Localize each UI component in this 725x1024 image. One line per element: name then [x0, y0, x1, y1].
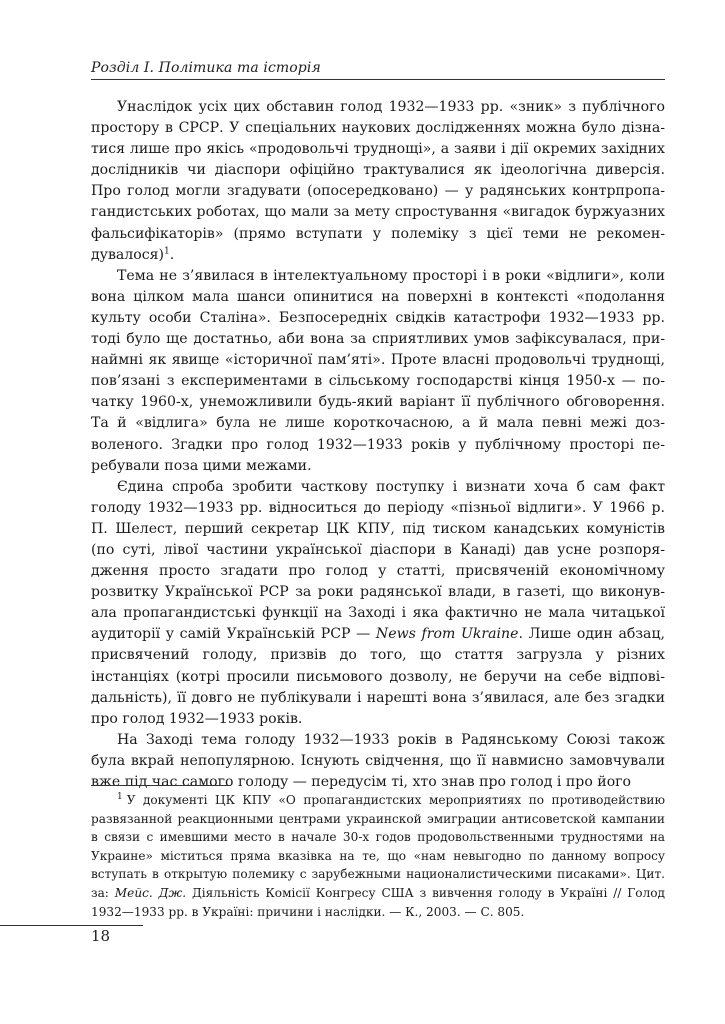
main-text [91, 97, 665, 793]
paragraph-1-end: . [169, 246, 175, 263]
footnote-text-b: Діяльність Комісії Конгресу США з вивчення голоду в Україні // Голод 1932—1933 рр. в Україні: причини і наслідки. — К., 2003. — С. 805. [91, 885, 665, 919]
header-rule [91, 79, 665, 80]
page-number: 18 [91, 927, 111, 945]
footnote-author: Мейс. Дж. [114, 885, 187, 900]
paragraph-1 [91, 97, 665, 266]
footnote-text-a: У документі ЦК КПУ «О пропагандистских мероприятиях по противодействию развязанной реакционными центрами украинской эмиграции антисоветской кампании в связи с имевшими место в начале 30-х годов продовольственными трудностями на Украине» міститься пряма вказівка на те, що «нам невыгодно по данному вопросу вступать в открытую полемику с зарубежными националистическими писаками». Цит. за: [91, 793, 665, 900]
paragraph-3-text-b: . Лише один абзац, присвячений голоду, призвів до того, що стаття загрузла у різних інстанціях (котрі просили письмового дозволу, не беручи на себе відповідальність), її довго не публікували і нарешті вона з’явилася, але без згадки про голод 1932—1933 років. [91, 626, 665, 727]
footnote-rule [91, 785, 231, 786]
running-head: Розділ І. Політика та історія [91, 60, 321, 76]
newspaper-title: News from Ukraine [375, 626, 519, 643]
footnote-number: 1 [117, 791, 123, 802]
footnote [91, 791, 665, 921]
page-number-rule [0, 925, 143, 926]
footnote-reference[interactable]: 1 [164, 245, 170, 256]
paragraph-4: На Заході тема голоду 1932—1933 років в Радянському Союзі також була вкрай непопулярною. Існують свідчення, що її навмисно замовчували вже під час самого голоду — передусім ті, хто знав про голод і про його [91, 731, 665, 790]
paragraph-2: Тема не з’явилася в інтелектуальному просторі і в роки «відлиги», коли вона цілком мала шанси опинитися на поверхні в контексті «подолання культу особи Сталіна». Безпосередніх свідків катастрофи 1932—1933 рр. тоді було ще достатньо, аби вона за сприятливих умов зафіксувалася, принаймні як явище «історичної пам’яті». Проте власні продовольчі труднощі, пов’язані з експериментами в сільському господарстві кінця 1950-х — початку 1960-х, унеможливили будь-який варіант її публічного обговорення. Та й «відлига» була не лише короткочасною, а й мала певні межі дозволеного. Згадки про голод 1932—1933 років у публічному просторі перебували поза цими межами. [91, 267, 665, 474]
paragraph-1-text: Унаслідок усіх цих обставин голод 1932—1933 рр. «зник» з публічного простору в СРСР. У спеціальних наукових дослідженнях можна було дізнатися лише про якісь «продовольчі труднощі», а заяви і дії окремих західних дослідників чи діаспори офіційно трактувалися як ідеологічна диверсія. Про голод могли згадувати (опосередковано) — у радянських контрпропагандистських роботах, що мали за мету спростування «вигадок буржуазних фальсифікаторів» (прямо вступати у полеміку з цієї теми не рекомендувалося) [91, 99, 665, 263]
paragraph-3-text-a: Єдина спроба зробити часткову поступку і визнати хоча б сам факт голоду 1932—1933 рр. відноситься до періоду «пізньої відлиги». У 1966 р. П. Шелест, перший секретар ЦК КПУ, під тиском канадських комуністів (по суті, лівої частини української діаспори в Канаді) дав усне розпорядження просто згадати про голод у статті, присвяченій економічному розвитку Української РСР за роки радянської влади, в газеті, що виконувала пропагандистські функції на Заході і яка фактично не мала читацької аудиторії у самій Українській РСР — [91, 478, 665, 643]
paragraph-3 [91, 477, 665, 730]
